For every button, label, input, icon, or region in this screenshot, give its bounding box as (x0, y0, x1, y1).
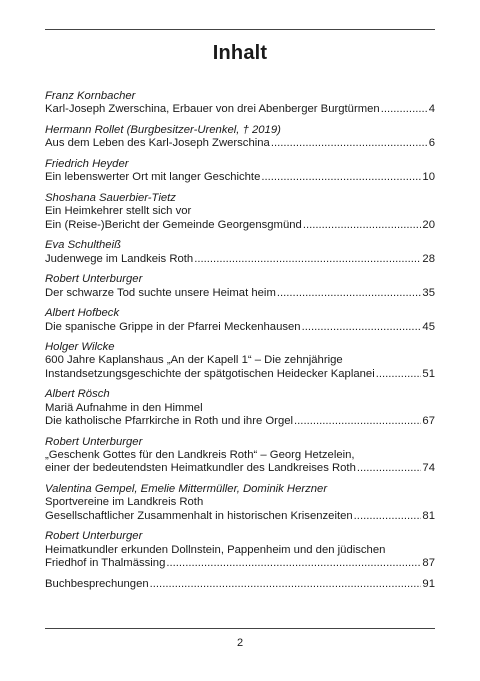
toc-page-number: 51 (422, 367, 435, 380)
toc-title-line: Karl-Joseph Zwerschina, Erbauer von drei Abenberger Burgtürmen (45, 103, 380, 116)
toc-entry (45, 436, 435, 476)
toc-leader-dots (165, 557, 421, 570)
toc-entry (45, 239, 435, 266)
toc-entry (45, 307, 435, 334)
toc-title-line: „Geschenk Gottes für den Landkreis Roth“ – Georg Hetzelein, (45, 449, 355, 462)
toc-title-line: einer der bedeutendsten Heimatkundler des Landkreises Roth (45, 462, 356, 475)
toc-title-line: Gesellschaftlicher Zusammenhalt in historischen Krisenzeiten (45, 509, 353, 522)
toc-entry (45, 273, 435, 300)
toc-title-line: Buchbesprechungen (45, 577, 149, 590)
toc-author: Holger Wilcke (45, 341, 115, 354)
toc-title-line: Instandsetzungsgeschichte der spätgotischen Heidecker Kaplanei (45, 367, 375, 380)
toc-title-row (45, 578, 435, 591)
toc-page-number: 45 (422, 320, 435, 333)
toc-author: Albert Rösch (45, 388, 110, 401)
toc-title-line: Heimatkundler erkunden Dollnstein, Pappenheim und den jüdischen (45, 543, 386, 556)
page-title: Inhalt (212, 42, 268, 64)
toc-title-line: Die spanische Grippe in der Pfarrei Meckenhausen (45, 320, 301, 333)
toc-leader-dots (193, 253, 421, 266)
toc-title-row (45, 510, 435, 523)
toc-title-line: Die katholische Pfarrkirche in Roth und ihre Orgel (45, 415, 294, 428)
toc-title-line: Judenwege im Landkeis Roth (45, 252, 194, 265)
toc-page-number: 4 (428, 103, 435, 116)
toc-entry (45, 388, 435, 428)
toc-leader-dots (301, 321, 422, 334)
toc-entry (45, 192, 435, 232)
toc-leader-dots (356, 462, 422, 475)
toc-title-line: Mariä Aufnahme in den Himmel (45, 401, 203, 414)
top-rule (45, 29, 435, 30)
toc-title-row (45, 253, 435, 266)
toc-leader-dots (149, 578, 422, 591)
toc-entry (45, 578, 435, 591)
toc-page-number: 20 (422, 218, 435, 231)
toc-author: Franz Kornbacher (45, 90, 136, 102)
toc-title-line: Aus dem Leben des Karl-Joseph Zwerschina (45, 137, 270, 150)
toc-page-number: 87 (422, 556, 435, 569)
table-of-contents (45, 90, 435, 598)
toc-title-row (45, 321, 435, 334)
toc-page-number: 74 (422, 462, 435, 475)
toc-leader-dots (302, 219, 422, 232)
toc-title-line: 600 Jahre Kaplanshaus „An der Kapell 1“ – Die zehnjährige (45, 354, 343, 367)
toc-page-number: 28 (422, 252, 435, 265)
toc-leader-dots (293, 415, 421, 428)
toc-title-line: Ein lebenswerter Ort mit langer Geschichte (45, 171, 261, 184)
toc-title-row (45, 415, 435, 428)
toc-page-number: 6 (428, 137, 435, 150)
toc-title-row (45, 368, 435, 381)
toc-author: Robert Unterburger (45, 435, 143, 448)
toc-title-line: Sportvereine im Landkreis Roth (45, 496, 204, 509)
toc-title-line: Friedhof in Thalmässing (45, 556, 166, 569)
toc-author: Robert Unterburger (45, 273, 143, 286)
toc-author: Friedrich Heyder (45, 157, 129, 170)
toc-page-number: 10 (422, 171, 435, 184)
toc-author: Hermann Rollet (Burgbesitzer-Urenkel, † 2019) (45, 123, 281, 136)
toc-title-line: Ein Heimkehrer stellt sich vor (45, 205, 192, 218)
toc-title-row (45, 137, 435, 150)
toc-leader-dots (375, 368, 422, 381)
toc-leader-dots (276, 287, 422, 300)
toc-title-line: Ein (Reise-)Bericht der Gemeinde Georgensgmünd (45, 218, 302, 231)
toc-entry (45, 483, 435, 523)
toc-leader-dots (260, 171, 421, 184)
page-number: 2 (236, 637, 244, 649)
toc-title-line: Der schwarze Tod suchte unsere Heimat heim (45, 286, 276, 299)
bottom-rule (45, 628, 435, 629)
toc-title-row (45, 171, 435, 184)
toc-author: Albert Hofbeck (45, 307, 120, 320)
toc-page-number: 81 (422, 509, 435, 522)
toc-entry (45, 90, 435, 117)
toc-entry (45, 341, 435, 381)
toc-page-number: 35 (422, 286, 435, 299)
toc-author: Shoshana Sauerbier-Tietz (45, 191, 176, 204)
toc-title-row (45, 219, 435, 232)
toc-leader-dots (380, 103, 428, 116)
toc-author: Valentina Gempel, Emelie Mittermüller, Dominik Herzner (45, 483, 328, 496)
toc-page-number: 91 (422, 577, 435, 590)
toc-author: Robert Unterburger (45, 530, 143, 543)
toc-title-row (45, 462, 435, 475)
toc-title-row (45, 557, 435, 570)
toc-entry (45, 530, 435, 570)
toc-page-number: 67 (422, 415, 435, 428)
toc-title-row (45, 287, 435, 300)
toc-entry (45, 124, 435, 151)
toc-title-row (45, 103, 435, 116)
toc-leader-dots (353, 510, 422, 523)
toc-entry (45, 158, 435, 185)
toc-leader-dots (270, 137, 428, 150)
toc-author: Eva Schultheiß (45, 239, 121, 252)
